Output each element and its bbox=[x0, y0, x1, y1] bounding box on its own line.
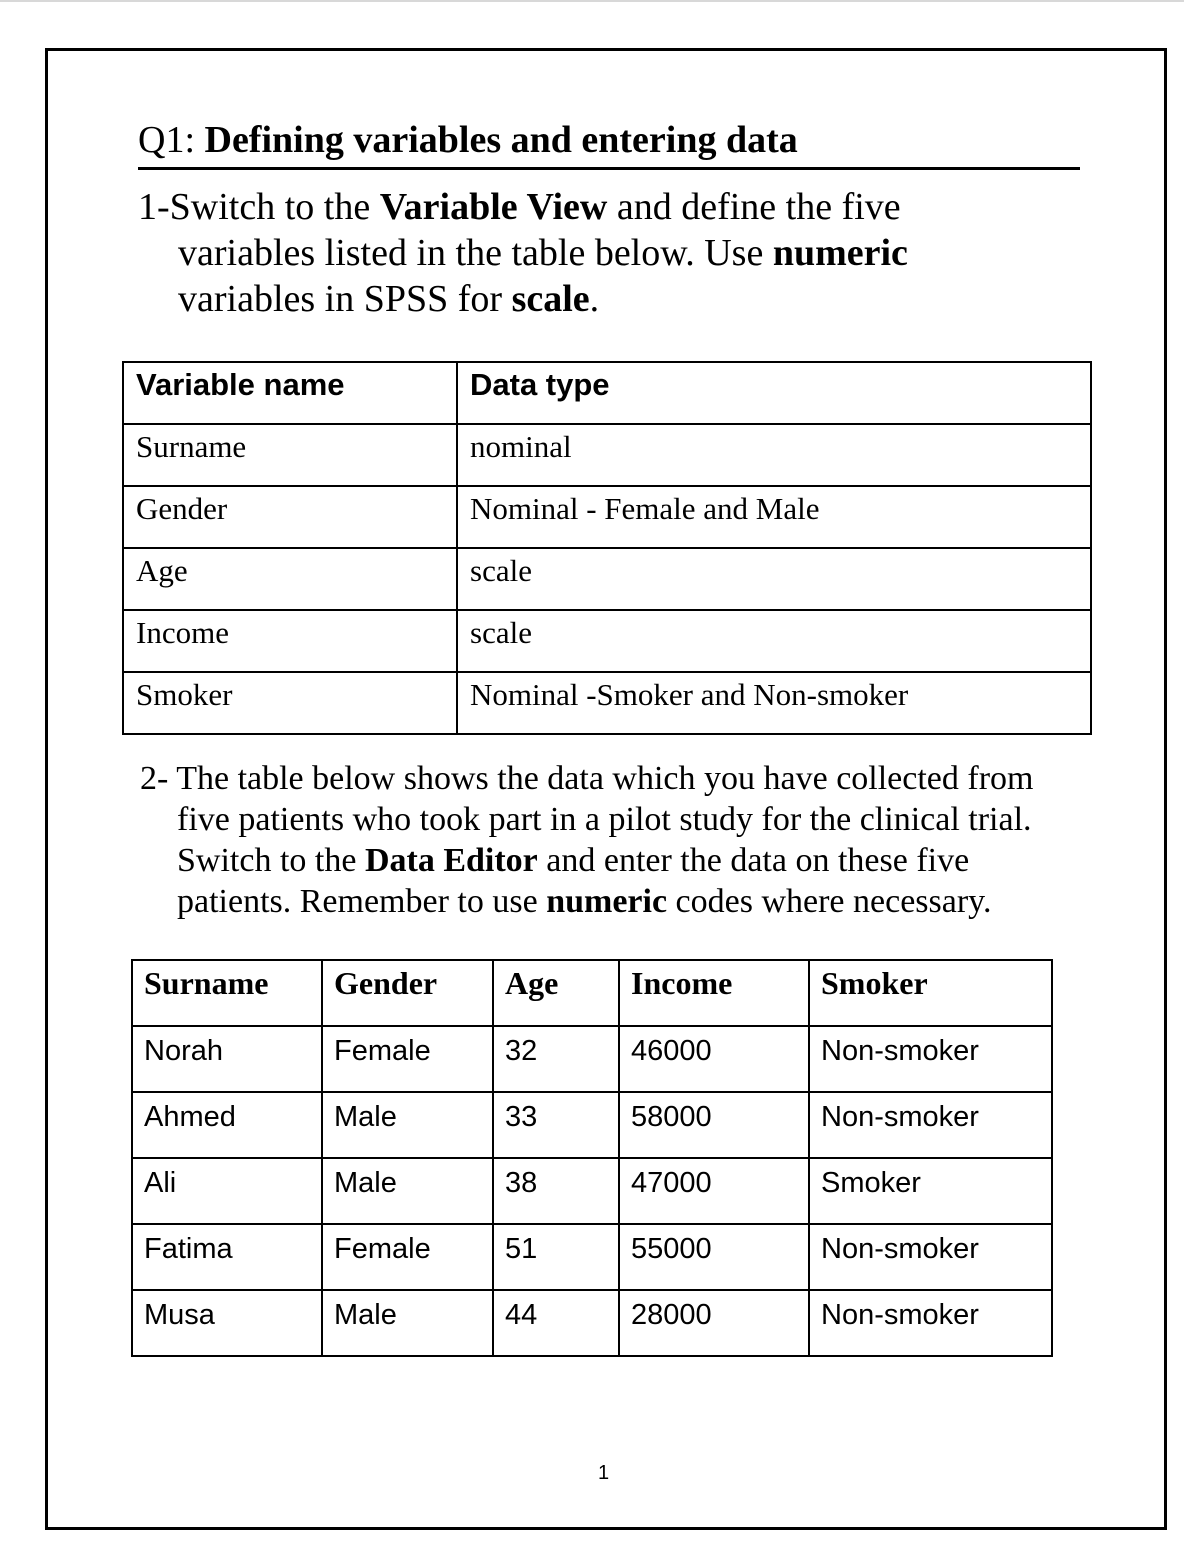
table-cell: Male bbox=[322, 1158, 493, 1224]
instruction-2-line-1 bbox=[140, 758, 1034, 799]
table-cell: 51 bbox=[493, 1224, 619, 1290]
question-title bbox=[138, 116, 1078, 164]
table-row bbox=[123, 486, 1091, 548]
table-cell: Non-smoker bbox=[809, 1224, 1052, 1290]
table-cell: Female bbox=[322, 1224, 493, 1290]
table-row bbox=[123, 672, 1091, 734]
instruction-2-bold: Data Editor bbox=[364, 842, 538, 879]
header-cell: Income bbox=[619, 960, 809, 1026]
table-cell: 33 bbox=[493, 1092, 619, 1158]
table-cell: 32 bbox=[493, 1026, 619, 1092]
table-cell: Fatima bbox=[132, 1224, 322, 1290]
table-cell: Gender bbox=[123, 486, 457, 548]
table-cell: Female bbox=[322, 1026, 493, 1092]
instruction-1-line-3 bbox=[138, 276, 908, 322]
instruction-2-text: five patients who took part in a pilot study for the clinical trial. bbox=[177, 801, 1032, 838]
table-cell: Ali bbox=[132, 1158, 322, 1224]
table-cell: 44 bbox=[493, 1290, 619, 1356]
table-header-row bbox=[132, 960, 1052, 1026]
instruction-2 bbox=[140, 758, 1034, 922]
instruction-2-text: and enter the data on these five bbox=[537, 842, 970, 879]
table-cell: Nominal - Female and Male bbox=[457, 486, 1091, 548]
table-cell: 47000 bbox=[619, 1158, 809, 1224]
header-cell: Smoker bbox=[809, 960, 1052, 1026]
table-row bbox=[123, 610, 1091, 672]
table-cell: Non-smoker bbox=[809, 1290, 1052, 1356]
instruction-1-text: variables listed in the table below. Use bbox=[178, 232, 773, 274]
table-cell: Smoker bbox=[809, 1158, 1052, 1224]
instruction-1-text: variables in SPSS for bbox=[178, 278, 512, 320]
header-cell: Surname bbox=[132, 960, 322, 1026]
instruction-2-line-3 bbox=[140, 840, 1034, 881]
table-cell: 46000 bbox=[619, 1026, 809, 1092]
table-row bbox=[132, 1026, 1052, 1092]
title-underline bbox=[138, 167, 1080, 170]
table-cell: Income bbox=[123, 610, 457, 672]
table-cell: Nominal -Smoker and Non-smoker bbox=[457, 672, 1091, 734]
question-heading: Defining variables and entering data bbox=[204, 119, 798, 161]
table-cell: Norah bbox=[132, 1026, 322, 1092]
table-cell: scale bbox=[457, 610, 1091, 672]
top-edge-line bbox=[0, 0, 1184, 2]
patient-data-table bbox=[131, 959, 1053, 1357]
instruction-2-text: Switch to the bbox=[177, 842, 365, 879]
table-cell: Age bbox=[123, 548, 457, 610]
table-cell: Surname bbox=[123, 424, 457, 486]
instruction-2-line-2 bbox=[140, 799, 1034, 840]
instruction-1 bbox=[138, 184, 908, 322]
page-number: 1 bbox=[598, 1462, 610, 1484]
header-cell: Gender bbox=[322, 960, 493, 1026]
table-cell: 38 bbox=[493, 1158, 619, 1224]
table-row bbox=[132, 1092, 1052, 1158]
table-cell: scale bbox=[457, 548, 1091, 610]
header-cell: Variable name bbox=[123, 362, 457, 424]
table-cell: Non-smoker bbox=[809, 1092, 1052, 1158]
table-cell: Musa bbox=[132, 1290, 322, 1356]
instruction-1-text: . bbox=[589, 278, 600, 320]
variable-table bbox=[122, 361, 1092, 735]
table-row bbox=[123, 548, 1091, 610]
instruction-2-number: 2- bbox=[140, 760, 169, 797]
header-cell: Data type bbox=[457, 362, 1091, 424]
question-number: Q1: bbox=[138, 119, 195, 161]
instruction-1-text: and define the five bbox=[607, 186, 901, 228]
table-row bbox=[132, 1224, 1052, 1290]
table-row bbox=[132, 1158, 1052, 1224]
header-cell: Age bbox=[493, 960, 619, 1026]
table-row bbox=[123, 424, 1091, 486]
table-cell: nominal bbox=[457, 424, 1091, 486]
instruction-2-text: patients. Remember to use bbox=[177, 883, 547, 920]
instruction-1-line-2 bbox=[138, 230, 908, 276]
table-cell: 58000 bbox=[619, 1092, 809, 1158]
instruction-2-line-4 bbox=[140, 881, 1034, 922]
instruction-1-text: Switch to the bbox=[169, 186, 380, 228]
instruction-2-bold: numeric bbox=[546, 883, 668, 920]
table-cell: Non-smoker bbox=[809, 1026, 1052, 1092]
table-cell: Male bbox=[322, 1290, 493, 1356]
instruction-2-text: The table below shows the data which you have collected from bbox=[168, 760, 1034, 797]
instruction-1-number: 1- bbox=[138, 186, 170, 228]
instruction-2-text: codes where necessary. bbox=[667, 883, 992, 920]
table-cell: Smoker bbox=[123, 672, 457, 734]
instruction-1-bold: scale bbox=[511, 278, 590, 320]
instruction-1-line-1 bbox=[138, 184, 908, 230]
table-row bbox=[132, 1290, 1052, 1356]
instruction-1-bold: numeric bbox=[772, 232, 908, 274]
table-cell: 28000 bbox=[619, 1290, 809, 1356]
instruction-1-bold: Variable View bbox=[379, 186, 608, 228]
table-cell: Ahmed bbox=[132, 1092, 322, 1158]
table-cell: Male bbox=[322, 1092, 493, 1158]
table-cell: 55000 bbox=[619, 1224, 809, 1290]
table-header-row bbox=[123, 362, 1091, 424]
